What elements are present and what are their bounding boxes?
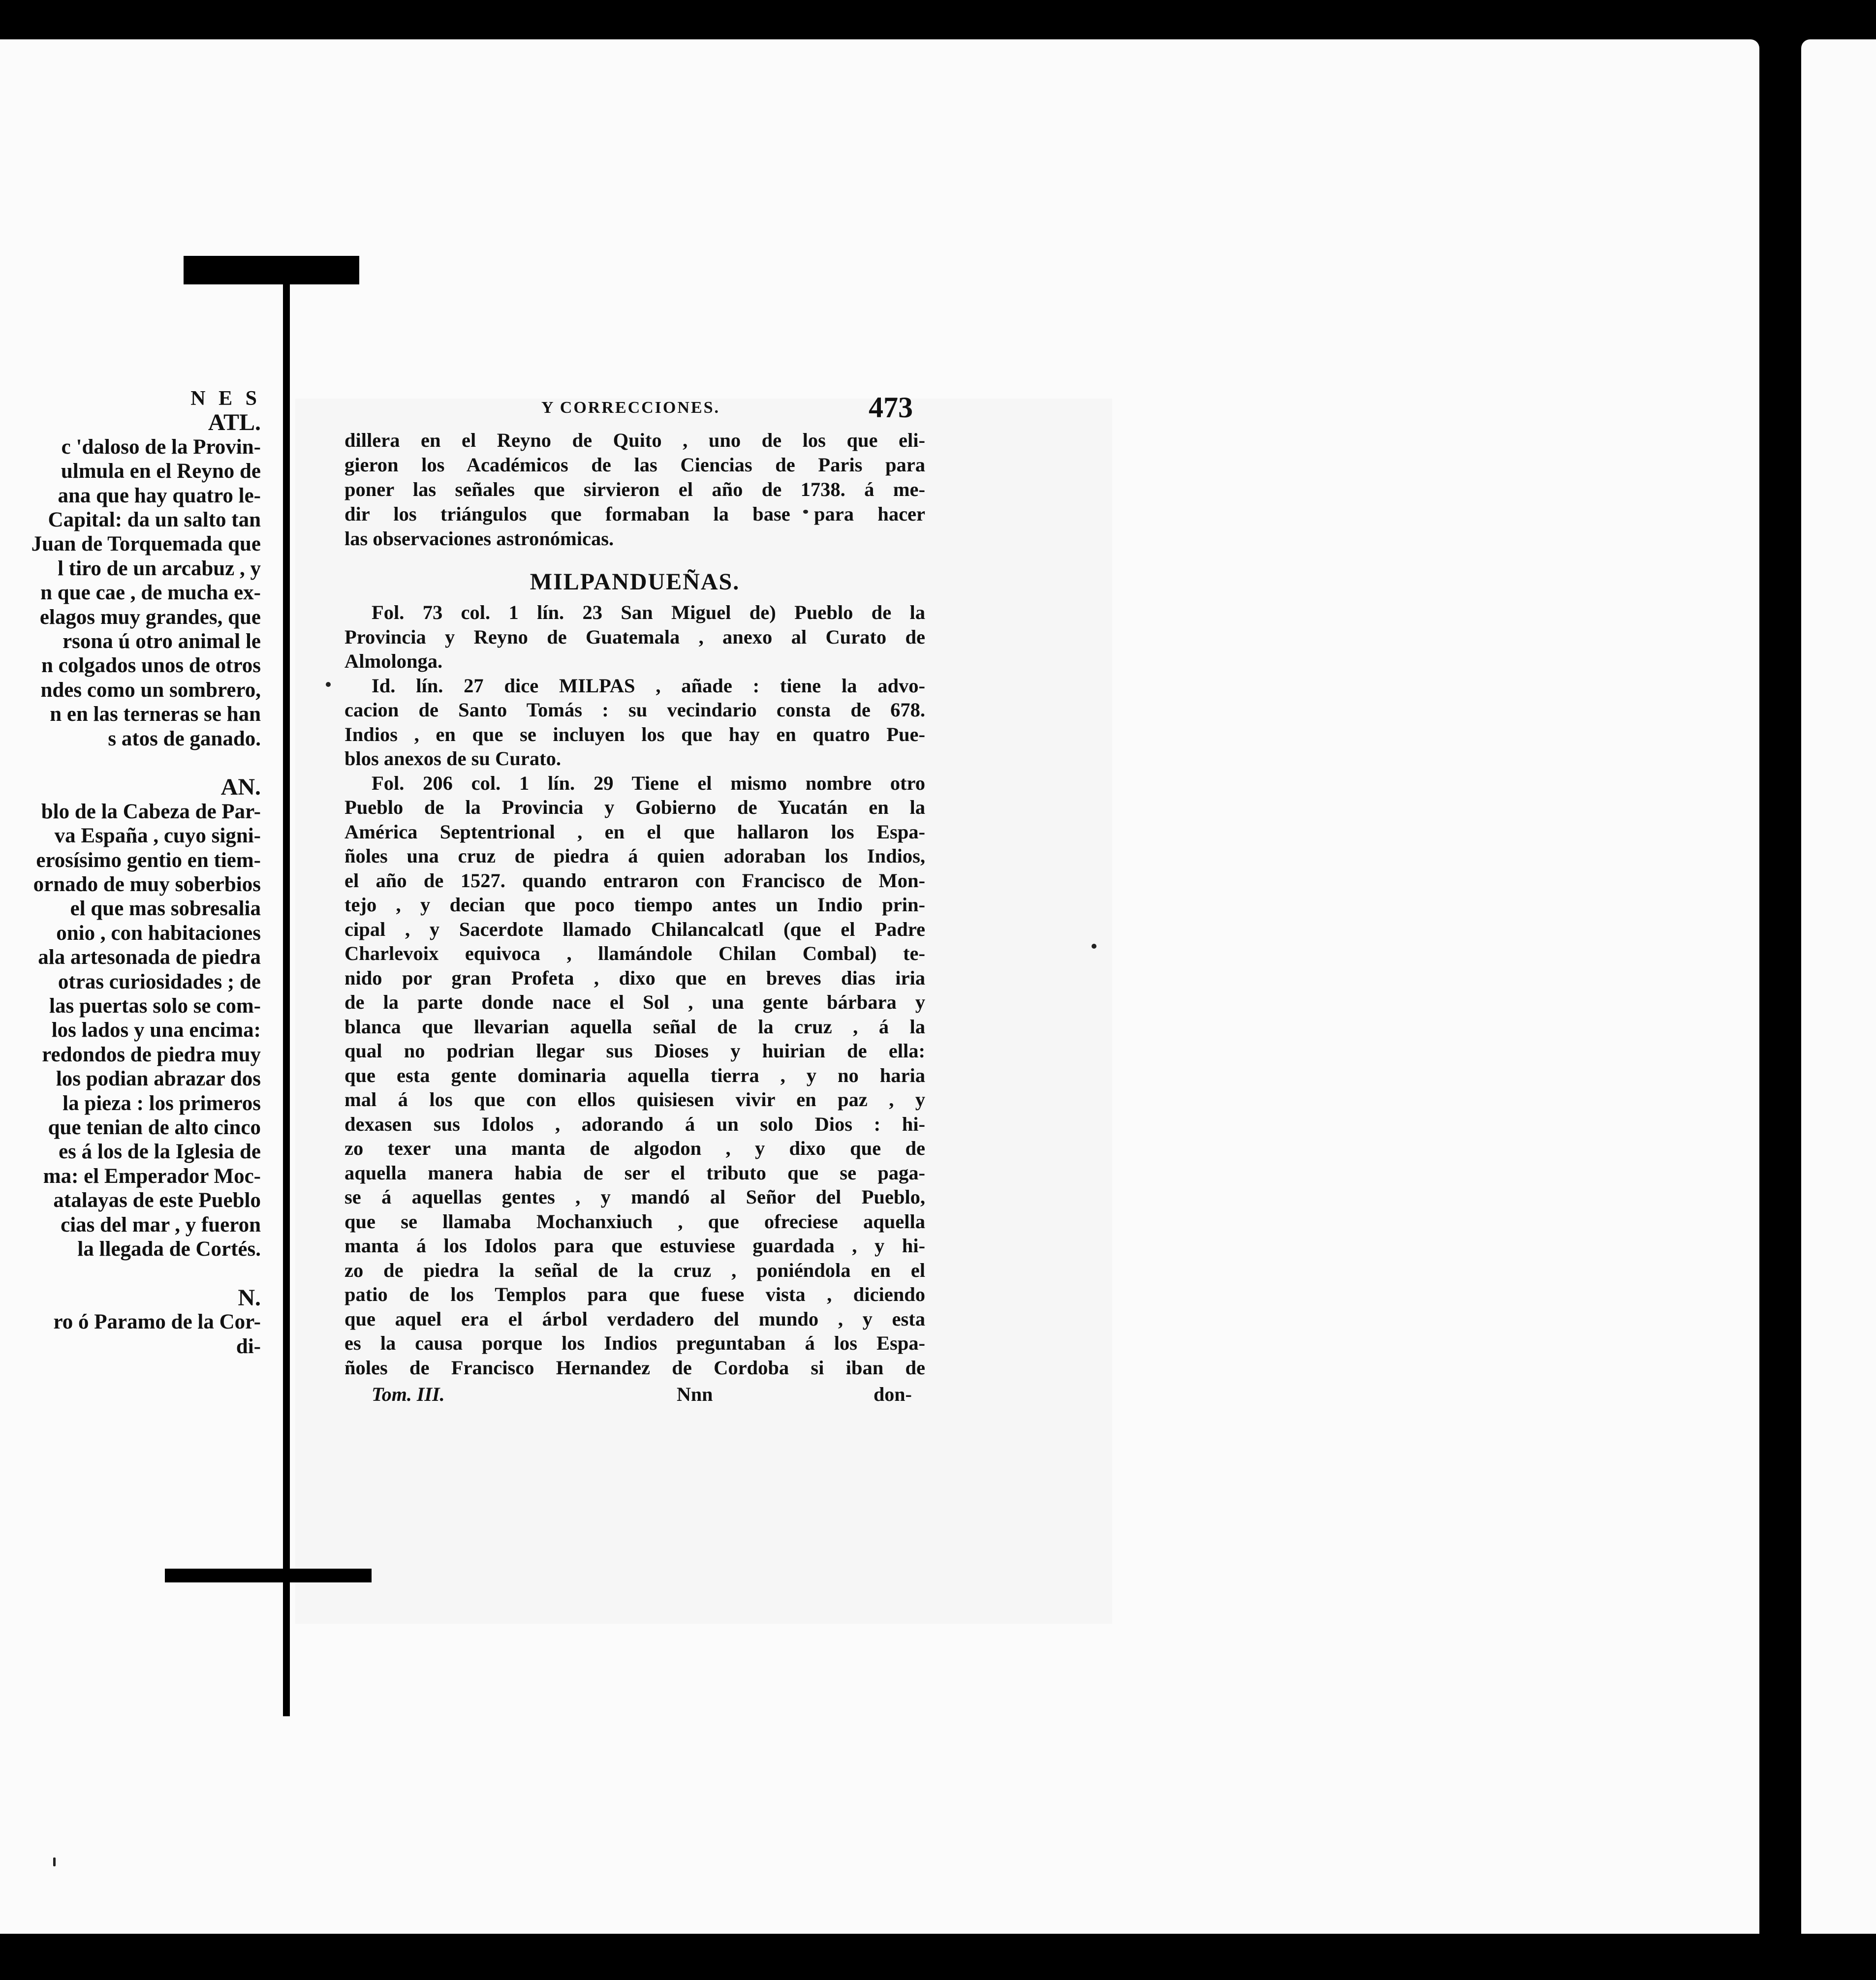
- entry-line: el año de 1527. quando entraron con Francisco de Mon-: [344, 869, 925, 892]
- body-line: dir los triángulos que formaban la base para hacer: [344, 503, 925, 525]
- entry-line: de la parte donde nace el Sol , una gente bárbara y: [344, 991, 925, 1013]
- entry-line: blos anexos de su Curato.: [344, 747, 561, 770]
- entry-line: Almolonga.: [344, 650, 443, 672]
- left-page-line: erosísimo gentio en tiem-: [36, 848, 261, 872]
- entry-line: se á aquellas gentes , y mandó al Señor del Pueblo,: [344, 1186, 925, 1208]
- left-page-line: ATL.: [208, 409, 261, 436]
- speck: [1092, 944, 1096, 949]
- left-page-line: rsona ú otro animal le: [63, 630, 261, 653]
- body-line: dillera en el Reyno de Quito , uno de los que eli-: [344, 429, 925, 451]
- entry-line: cipal , y Sacerdote llamado Chilancalcatl (que el Padre: [344, 918, 925, 940]
- left-page-fragment: [0, 386, 266, 1420]
- running-head: Y CORRECCIONES.: [541, 399, 720, 417]
- left-page-line: ro ó Paramo de la Cor-: [53, 1310, 261, 1334]
- left-page-line: es á los de la Iglesia de: [59, 1140, 261, 1164]
- adjacent-page-edge: [1801, 39, 1876, 1934]
- left-page-line: Juan de Torquemada que: [31, 532, 261, 556]
- body-line: gieron los Académicos de las Ciencias de Paris para: [344, 454, 925, 476]
- entry-line: América Septentrional , en el que hallaron los Espa-: [344, 820, 925, 843]
- left-page-line: va España , cuyo signi-: [54, 824, 261, 848]
- left-page-line: ana que hay quatro le-: [58, 484, 261, 507]
- scan-border-top: [0, 0, 1876, 39]
- entry-line: es la causa porque los Indios preguntaban á los Espa-: [344, 1332, 925, 1354]
- left-page-line: ma: el Emperador Moc-: [43, 1164, 261, 1188]
- entry-line: nido por gran Profeta , dixo que en breves dias iria: [344, 966, 925, 989]
- left-page-line: s atos de ganado.: [108, 727, 261, 750]
- entry-line: Indios , en que se incluyen los que hay en quatro Pue-: [344, 723, 925, 745]
- scan-border-bottom: [0, 1934, 1876, 1980]
- page-number: 473: [869, 391, 913, 424]
- left-page-line: atalayas de este Pueblo: [53, 1189, 261, 1212]
- entry-line: que se llamaba Mochanxiuch , que ofreciese aquella: [344, 1210, 925, 1233]
- left-page-line: los podian abrazar dos: [56, 1067, 261, 1091]
- entry-line: dexasen sus Idolos , adorando á un solo Dios : hi-: [344, 1113, 925, 1135]
- entry-line: zo texer una manta de algodon , y dixo que de: [344, 1137, 925, 1159]
- left-page-line: cias del mar , y fueron: [61, 1213, 261, 1237]
- entry-line: Fol. 73 col. 1 lín. 23 San Miguel de) Pueblo de la: [372, 601, 925, 623]
- left-page-line: AN.: [220, 774, 261, 801]
- left-page-line: Capital: da un salto tan: [48, 508, 261, 531]
- left-page-line: blo de la Cabeza de Par-: [41, 800, 261, 823]
- left-page-line: ndes como un sombrero,: [40, 678, 261, 702]
- entry-line: blanca que llevarian aquella señal de la cruz , á la: [344, 1015, 925, 1038]
- left-page-line: c 'daloso de la Provin-: [61, 435, 261, 459]
- left-page-line: N E S: [190, 387, 261, 410]
- left-page-line: ornado de muy soberbios: [33, 873, 261, 896]
- entry-line: aquella manera habia de ser el tributo que se paga-: [344, 1161, 925, 1184]
- left-page-line: l tiro de un arcabuz , y: [58, 557, 261, 580]
- bracket-bottom-bar: [165, 1569, 372, 1582]
- left-page-line: la llegada de Cortés.: [77, 1238, 261, 1261]
- left-page-line: otras curiosidades ; de: [58, 970, 261, 993]
- left-page-line: el que mas sobresalia: [70, 897, 261, 921]
- entry-line: qual no podrian llegar sus Dioses y huirian de ella:: [344, 1040, 925, 1062]
- entry-line: zo de piedra la señal de la cruz , poniéndola en el: [344, 1259, 925, 1281]
- volume-label: Tom. III.: [372, 1383, 445, 1405]
- entry-line: Id. lín. 27 dice MILPAS , añade : tiene la advo-: [372, 674, 925, 697]
- entry-line: Fol. 206 col. 1 lín. 29 Tiene el mismo nombre otro: [372, 772, 925, 794]
- entry-line: manta á los Idolos para que estuviese guardada , y hi-: [344, 1235, 925, 1257]
- left-page-line: n colgados unos de otros: [41, 654, 261, 678]
- left-page-line: redondos de piedra muy: [42, 1043, 261, 1066]
- entry-line: mal á los que con ellos quisiesen vivir en paz , y: [344, 1088, 925, 1111]
- entry-line: Pueblo de la Provincia y Gobierno de Yucatán en la: [344, 796, 925, 818]
- catchword: don-: [874, 1383, 912, 1405]
- body-line: las observaciones astronómicas.: [344, 527, 614, 550]
- bracket-stem: [283, 284, 290, 1716]
- left-page-line: la pieza : los primeros: [63, 1091, 261, 1115]
- body-line: poner las señales que sirvieron el año de 1738. á me-: [344, 478, 925, 500]
- entry-line: que aquel era el árbol verdadero del mundo , y esta: [344, 1307, 925, 1330]
- left-page-line: elagos muy grandes, que: [39, 605, 261, 629]
- left-page-line: que tenian de alto cinco: [48, 1116, 261, 1139]
- left-page-line: di-: [236, 1334, 261, 1358]
- section-title-milpanduenas: MILPANDUEÑAS.: [530, 569, 740, 595]
- entry-line: Charlevoix equivoca , llamándole Chilan Combal) te-: [344, 942, 925, 964]
- scanned-page: [0, 39, 1759, 1934]
- left-page-line: onio , con habitaciones: [56, 921, 261, 945]
- left-page-line: las puertas solo se com-: [49, 994, 261, 1018]
- left-page-line: los lados y una encima:: [51, 1019, 261, 1042]
- entry-line: que esta gente dominaria aquella tierra , y no haria: [344, 1064, 925, 1086]
- entry-line: cacion de Santo Tomás : su vecindario consta de 678.: [344, 699, 925, 721]
- speck: [53, 1857, 56, 1866]
- entry-line: ñoles de Francisco Hernandez de Cordoba si iban de: [344, 1356, 925, 1379]
- signature-mark: Nnn: [677, 1383, 713, 1405]
- left-page-line: N.: [238, 1284, 261, 1311]
- left-page-line: n en las terneras se han: [50, 703, 261, 726]
- bracket-top-bar: [184, 256, 359, 284]
- speck: [326, 682, 331, 687]
- entry-line: patio de los Templos para que fuese vista , diciendo: [344, 1283, 925, 1305]
- left-page-line: n que cae , de mucha ex-: [40, 581, 261, 605]
- entry-line: Provincia y Reyno de Guatemala , anexo al Curato de: [344, 625, 925, 648]
- entry-line: tejo , y decian que poco tiempo antes un Indio prin-: [344, 894, 925, 916]
- left-page-line: ala artesonada de piedra: [38, 946, 261, 969]
- left-page-line: ulmula en el Reyno de: [61, 460, 261, 483]
- entry-line: ñoles una cruz de piedra á quien adoraban los Indios,: [344, 845, 925, 867]
